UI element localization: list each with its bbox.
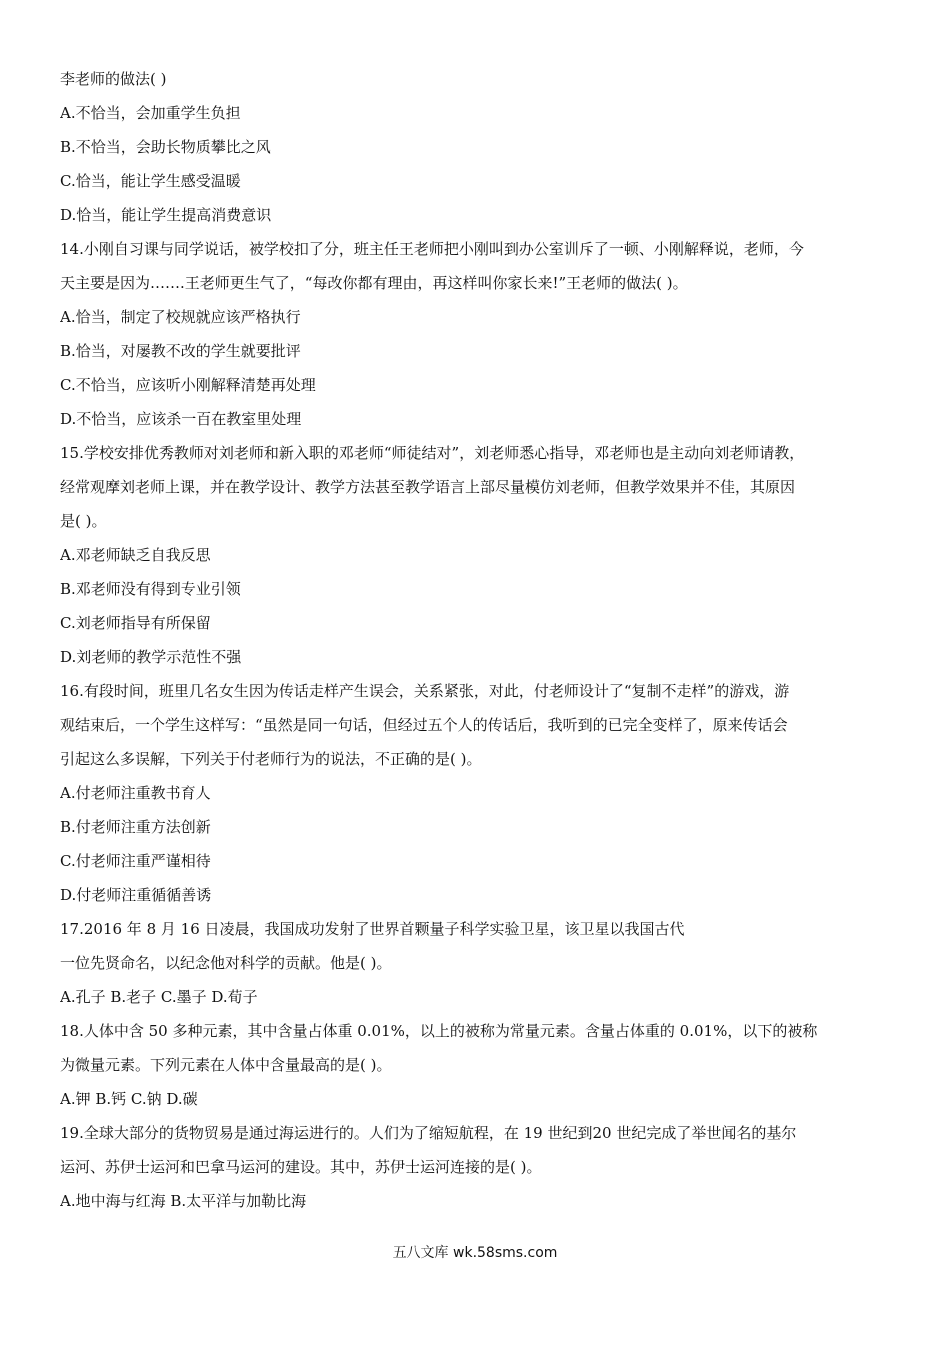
document-body (60, 62, 902, 1218)
question-16-line: 观结束后，一个学生这样写：“虽然是同一句话，但经过五个人的传话后，我听到的已完全变样了，原来传话会 (60, 716, 788, 734)
option-line: B.不恰当，会助长物质攀比之风 (60, 138, 271, 156)
question-19-line: 19.全球大部分的货物贸易是通过海运进行的。人们为了缩短航程，在 19 世纪到20 世纪完成了举世闻名的基尔 (60, 1124, 797, 1142)
option-line: A.不恰当，会加重学生负担 (60, 104, 241, 122)
option-line: C.刘老师指导有所保留 (60, 614, 211, 632)
option-line: D.付老师注重循循善诱 (60, 886, 212, 904)
question-17-line: 17.2016 年 8 月 16 日凌晨，我国成功发射了世界首颗量子科学实验卫星，该卫星以我国古代 (60, 920, 685, 938)
question-16-line: 引起这么多误解，下列关于付老师行为的说法，不正确的是( )。 (60, 750, 482, 768)
option-line: B.恰当，对屡教不改的学生就要批评 (60, 342, 301, 360)
question-14-line: 天主要是因为…….王老师更生气了，“每改你都有理由，再这样叫你家长来!”王老师的做法( )。 (60, 274, 688, 292)
option-line: A.孔子 B.老子 C.墨子 D.荀子 (60, 988, 258, 1006)
question-15-line: 经常观摩刘老师上课，并在教学设计、教学方法甚至教学语言上部尽量模仿刘老师，但教学效果并不佳，其原因 (60, 478, 796, 496)
text-line: 李老师的做法( ) (60, 70, 167, 88)
option-line: D.恰当，能让学生提高消费意识 (60, 206, 272, 224)
option-line: A.邓老师缺乏自我反思 (60, 546, 211, 564)
option-line: C.恰当，能让学生感受温暖 (60, 172, 241, 190)
page-footer: 五八文库 wk.58sms.com (392, 1245, 558, 1261)
option-line: C.付老师注重严谨相待 (60, 852, 211, 870)
question-19-line: 运河、苏伊士运河和巴拿马运河的建设。其中，苏伊士运河连接的是( )。 (60, 1158, 542, 1176)
option-line: A.地中海与红海 B.太平洋与加勒比海 (60, 1192, 307, 1210)
question-17-line: 一位先贤命名，以纪念他对科学的贡献。他是( )。 (60, 954, 392, 972)
question-18-line: 18.人体中含 50 多种元素，其中含量占体重 0.01%，以上的被称为常量元素。含量占体重的 0.01%，以下的被称 (60, 1022, 818, 1040)
option-line: B.邓老师没有得到专业引领 (60, 580, 241, 598)
question-18-line: 为微量元素。下列元素在人体中含量最高的是( )。 (60, 1056, 392, 1074)
option-line: A.钾 B.钙 C.钠 D.碳 (60, 1090, 198, 1108)
option-line: A.恰当，制定了校规就应该严格执行 (60, 308, 301, 326)
question-14-line: 14.小刚自习课与同学说话，被学校扣了分，班主任王老师把小刚叫到办公室训斥了一顿、小刚解释说，老师，今 (60, 240, 804, 258)
option-line: C.不恰当，应该听小刚解释清楚再处理 (60, 376, 316, 394)
question-15-line: 是( )。 (60, 512, 107, 530)
option-line: B.付老师注重方法创新 (60, 818, 211, 836)
option-line: A.付老师注重教书育人 (60, 784, 211, 802)
option-line: D.刘老师的教学示范性不强 (60, 648, 242, 666)
question-16-line: 16.有段时间，班里几名女生因为传话走样产生误会，关系紧张，对此，付老师设计了“复制不走样”的游戏，游 (60, 682, 790, 700)
option-line: D.不恰当，应该杀一百在教室里处理 (60, 410, 302, 428)
question-15-line: 15.学校安排优秀教师对刘老师和新入职的邓老师“师徒结对”，刘老师悉心指导，邓老师也是主动向刘老师请教， (60, 444, 805, 462)
